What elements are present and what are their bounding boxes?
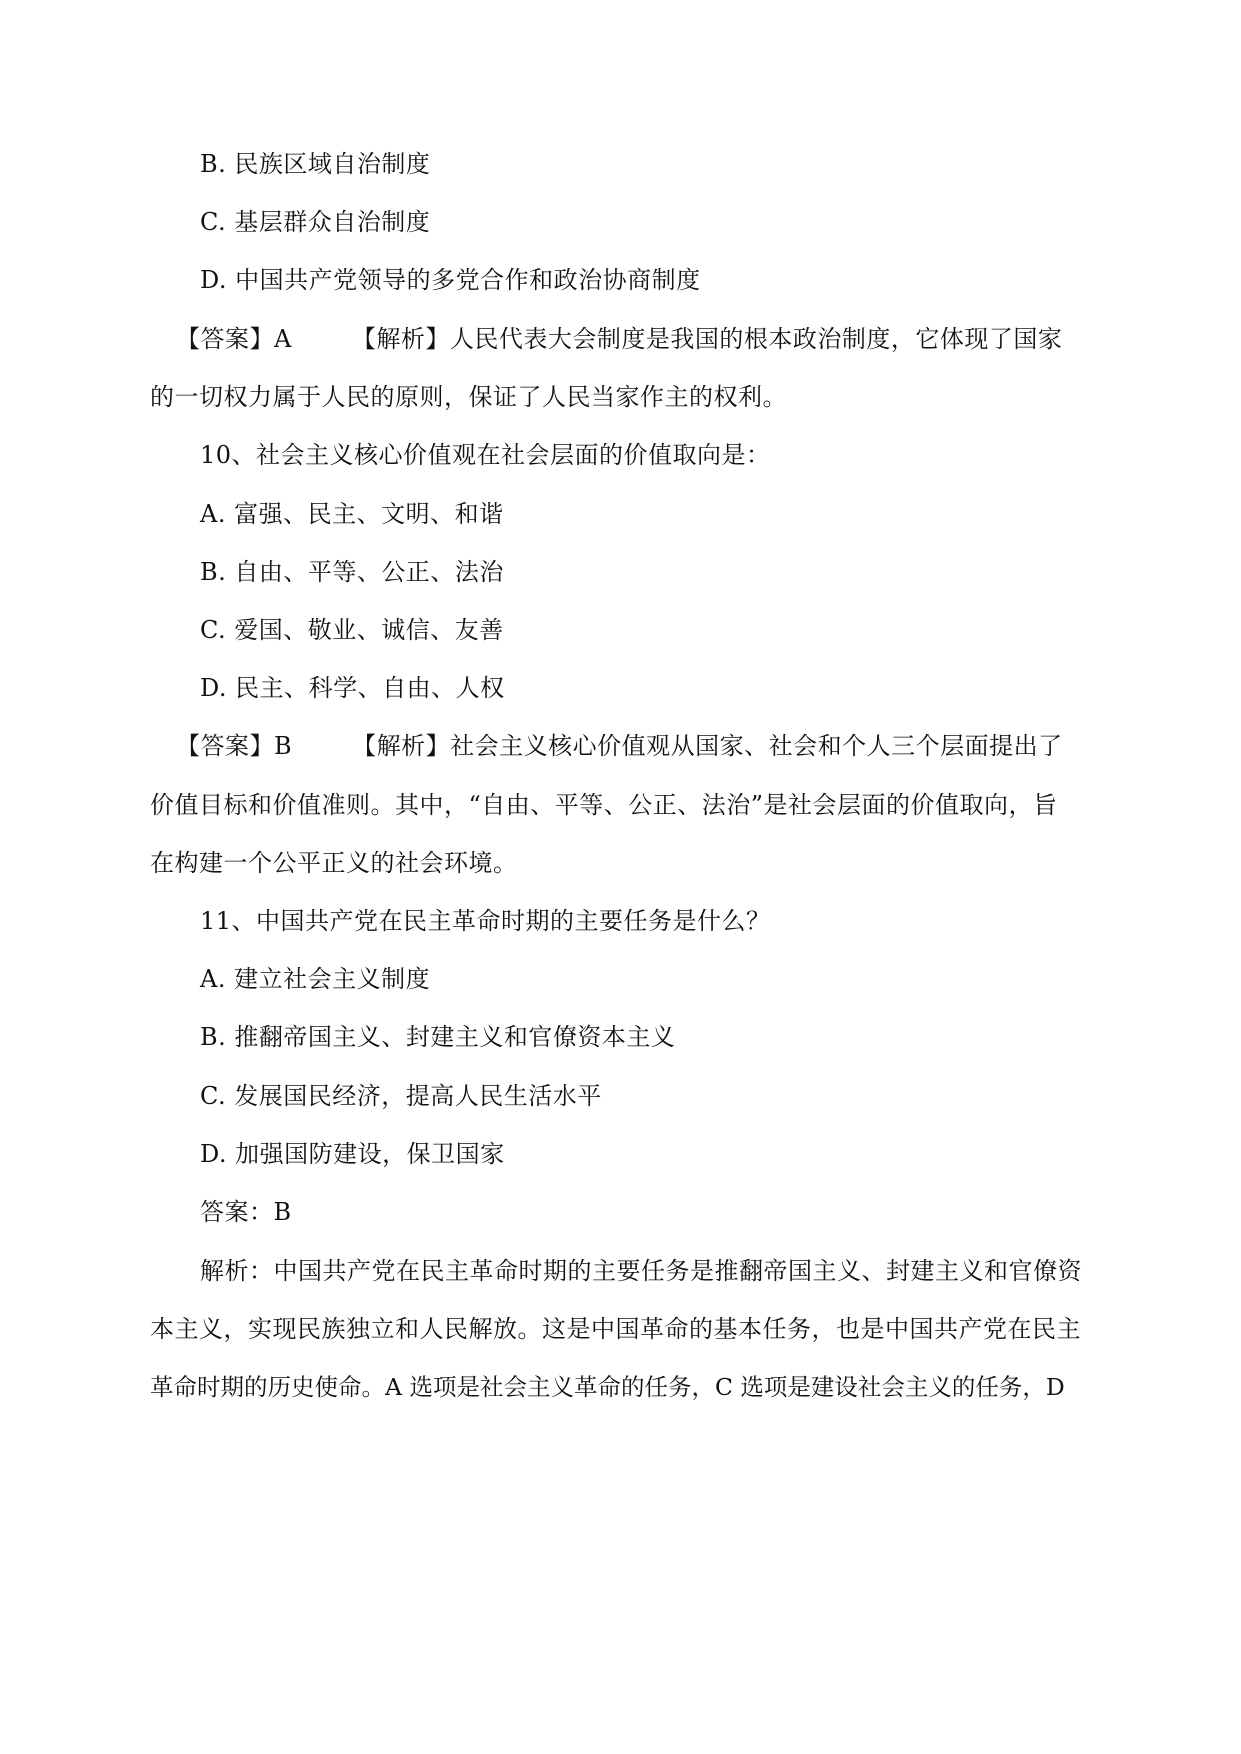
q10-option-d: D. 民主、科学、自由、人权 (200, 674, 505, 702)
q9-answer-line (176, 322, 1062, 356)
q9-answer: 【答案】A (176, 325, 292, 353)
q10-analysis-line2: 价值目标和价值准则。其中，“自由、平等、公正、法治”是社会层面的价值取向，旨 (150, 791, 1058, 819)
q11-analysis-line3: 革命时期的历史使命。A 选项是社会主义革命的任务，C 选项是建设社会主义的任务，D (150, 1373, 1065, 1401)
q11-option-c: C. 发展国民经济，提高人民生活水平 (200, 1082, 602, 1110)
q10-analysis-line3: 在构建一个公平正义的社会环境。 (150, 849, 518, 877)
q10-option-b: B. 自由、平等、公正、法治 (200, 558, 504, 586)
q9-analysis-line2: 的一切权力属于人民的原则，保证了人民当家作主的权利。 (150, 383, 787, 411)
q9-option-d: D. 中国共产党领导的多党合作和政治协商制度 (200, 266, 701, 294)
q11-answer: 答案：B (200, 1198, 292, 1226)
q11-analysis-line2: 本主义，实现民族独立和人民解放。这是中国革命的基本任务，也是中国共产党在民主 (150, 1315, 1081, 1343)
q11-question: 11、中国共产党在民主革命时期的主要任务是什么？ (200, 907, 771, 935)
q10-analysis-line1: 【解析】社会主义核心价值观从国家、社会和个人三个层面提出了 (352, 732, 1063, 760)
q9-analysis-line1: 【解析】人民代表大会制度是我国的根本政治制度，它体现了国家 (351, 325, 1063, 353)
q11-option-b: B. 推翻帝国主义、封建主义和官僚资本主义 (200, 1023, 676, 1051)
q11-option-d: D. 加强国防建设，保卫国家 (200, 1140, 505, 1168)
q10-question: 10、社会主义核心价值观在社会层面的价值取向是： (200, 441, 771, 469)
q11-analysis-line1: 解析：中国共产党在民主革命时期的主要任务是推翻帝国主义、封建主义和官僚资 (200, 1257, 1082, 1285)
q9-option-b: B. 民族区域自治制度 (200, 150, 431, 178)
q9-option-c: C. 基层群众自治制度 (200, 208, 431, 236)
q10-answer-line (176, 729, 1063, 763)
q11-option-a: A. 建立社会主义制度 (200, 965, 431, 993)
q10-answer: 【答案】B (176, 732, 293, 760)
q10-option-c: C. 爱国、敬业、诚信、友善 (200, 616, 504, 644)
q10-option-a: A. 富强、民主、文明、和谐 (200, 500, 504, 528)
